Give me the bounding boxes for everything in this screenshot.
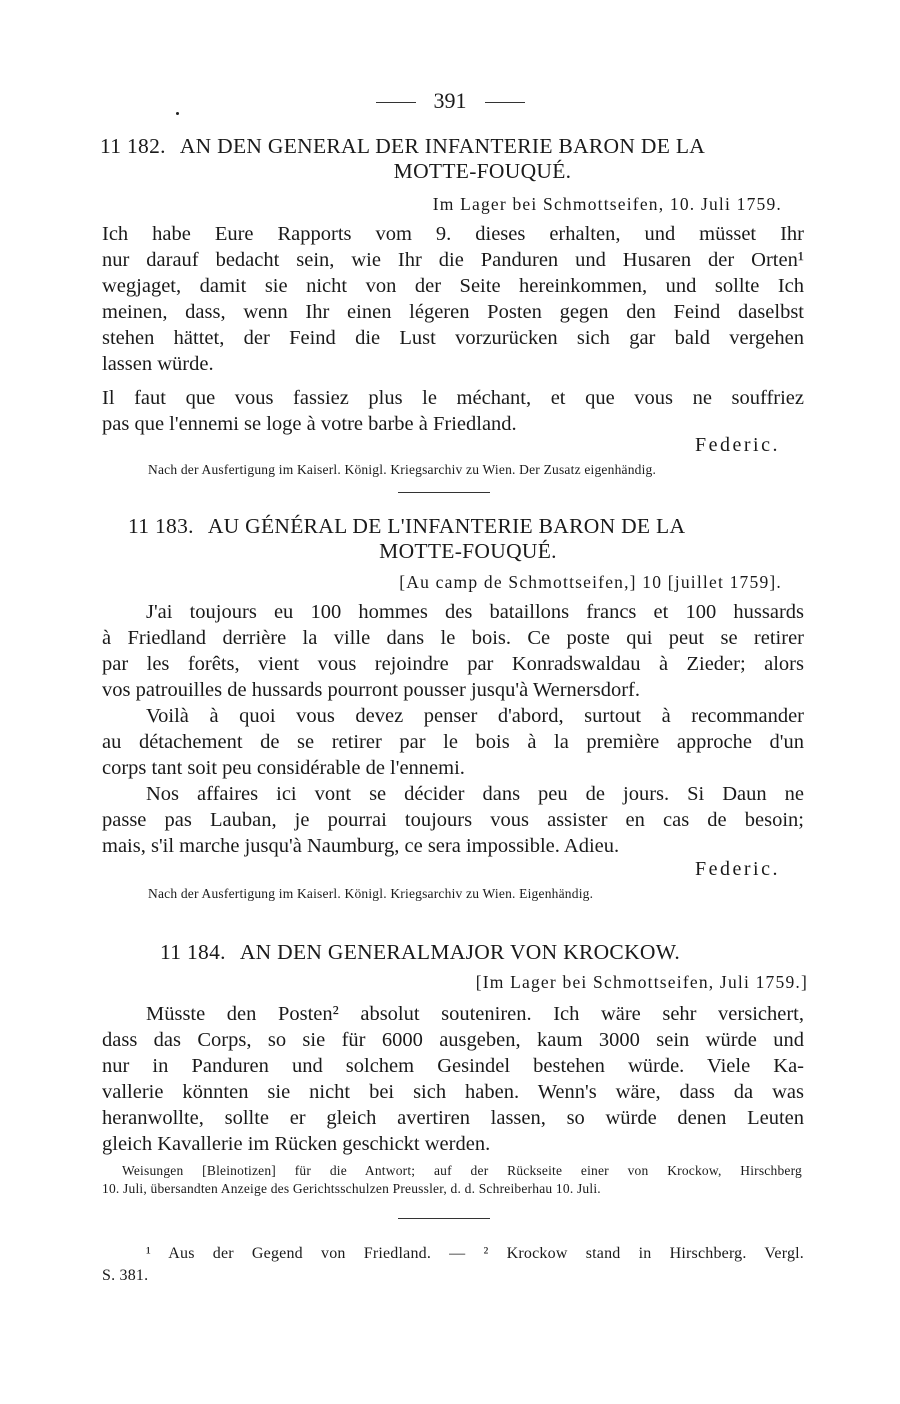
- letter-2-paragraph-2: [102, 703, 804, 781]
- letter-2-signature: Federic.: [695, 858, 780, 880]
- footnote-divider: [398, 1218, 490, 1219]
- page-number-dash-left: [376, 102, 416, 103]
- letter-2-paragraph-1: [102, 599, 804, 703]
- letter-1-signature: Federic.: [695, 434, 780, 456]
- page-number-dash-right: [485, 102, 525, 103]
- text-line: gleich Kavallerie im Rücken geschickt werden.: [102, 1133, 491, 1155]
- text-line: corps tant soit peu considérable de l'ennemi.: [102, 757, 465, 779]
- letter-3-source-note: [102, 1162, 802, 1198]
- text-line: dass das Corps, so sie für 6000 ausgeben, kaum 3000 sein würde und: [102, 1029, 804, 1051]
- letter-2-place: [Au camp de Schmottseifen,] 10 [juillet 1759].: [399, 572, 782, 592]
- note-line: Weisungen [Bleinotizen] für die Antwort; auf der Rückseite einer von Krockow, Hirschberg: [122, 1163, 802, 1178]
- stray-mark: [176, 112, 179, 115]
- text-line: par les forêts, vient vous rejoindre par Konradswaldau à Zieder; alors: [102, 653, 804, 675]
- page-number: 391: [0, 88, 900, 114]
- letter-1-heading-line1: AN DEN GENERAL DER INFANTERIE BARON DE LA: [179, 134, 706, 158]
- text-line: lassen würde.: [102, 353, 214, 375]
- footnotes: [102, 1243, 804, 1287]
- letter-3-heading-line1: AN DEN GENERALMAJOR VON KROCKOW.: [239, 940, 681, 964]
- text-line: heranwollte, sollte er gleich avertiren lassen, so würde denen Leuten: [102, 1107, 804, 1129]
- letter-1-paragraph-2: [102, 385, 804, 437]
- letter-2-heading-line1: AU GÉNÉRAL DE L'INFANTERIE BARON DE LA: [207, 514, 686, 538]
- text-line: wegjaget, damit sie nicht von der Seite hereinkommen, und sollte Ich: [102, 275, 804, 297]
- note-line: 10. Juli, übersandten Anzeige des Gerichtsschulzen Preussler, d. d. Schreiberhau 10. Juli.: [102, 1181, 601, 1196]
- letter-3-place: [Im Lager bei Schmottseifen, Juli 1759.]: [475, 972, 808, 992]
- letter-2-number: 11 183.: [128, 514, 194, 538]
- letter-3-paragraph-1: [102, 1001, 804, 1157]
- letter-1-place: Im Lager bei Schmottseifen, 10. Juli 1759.: [432, 194, 782, 214]
- text-line: à Friedland derrière la ville dans le bois. Ce poste qui peut se retirer: [102, 627, 804, 649]
- text-line: passe pas Lauban, je pourrai toujours vous assister en cas de besoin;: [102, 809, 804, 831]
- text-line: stehen hättet, der Feind die Lust vorzurücken sich gar bald vergehen: [102, 327, 804, 349]
- letter-3-heading: [160, 940, 800, 965]
- text-line: pas que l'ennemi se loge à votre barbe à Friedland.: [102, 413, 517, 435]
- text-line: nur darauf bedacht sein, wie Ihr die Panduren und Husaren der Orten¹: [102, 249, 804, 271]
- text-line: mais, s'il marche jusqu'à Naumburg, ce sera impossible. Adieu.: [102, 835, 620, 857]
- letter-3-number: 11 184.: [160, 940, 226, 964]
- letter-1-heading-line2: MOTTE-FOUQUÉ.: [393, 159, 572, 183]
- text-line: Voilà à quoi vous devez penser d'abord, surtout à recommander: [146, 705, 804, 727]
- text-line: Müsste den Posten² absolut souteniren. Ich wäre sehr versichert,: [146, 1003, 804, 1025]
- text-line: Il faut que vous fassiez plus le méchant, et que vous ne souffriez: [102, 387, 804, 409]
- text-line: Ich habe Eure Rapports vom 9. dieses erhalten, und müsset Ihr: [102, 223, 804, 245]
- text-line: vos patrouilles de hussards pourront pousser jusqu'à Wernersdorf.: [102, 679, 640, 701]
- text-line: au détachement de se retirer par le bois à la première approche d'un: [102, 731, 804, 753]
- letter-2-paragraph-3: [102, 781, 804, 859]
- letter-1-paragraph-1: [102, 221, 804, 377]
- text-line: meinen, dass, wenn Ihr einen légeren Posten gegen den Feind daselbst: [102, 301, 804, 323]
- text-line: Nos affaires ici vont se décider dans peu de jours. Si Daun ne: [146, 783, 804, 805]
- letter-1-number: 11 182.: [100, 134, 166, 158]
- text-line: nur in Panduren und solchem Gesindel bestehen würde. Viele Ka-: [102, 1055, 804, 1077]
- section-divider: [398, 492, 490, 493]
- letter-2-source-note: Nach der Ausfertigung im Kaiserl. Königl. Kriegsarchiv zu Wien. Eigenhändig.: [148, 886, 594, 901]
- letter-1-heading: [100, 134, 805, 184]
- footnote-line: ¹ Aus der Gegend von Friedland. — ² Krockow stand in Hirschberg. Vergl.: [146, 1245, 804, 1262]
- letter-1-source-note: Nach der Ausfertigung im Kaiserl. Königl. Kriegsarchiv zu Wien. Der Zusatz eigenhändig.: [148, 462, 657, 477]
- footnote-line: S. 381.: [102, 1267, 149, 1284]
- text-line: vallerie könnten sie nicht bei sich haben. Wenn's wäre, dass da was: [102, 1081, 804, 1103]
- letter-2-heading: [128, 514, 788, 564]
- text-line: J'ai toujours eu 100 hommes des bataillons francs et 100 hussards: [146, 601, 804, 623]
- letter-2-heading-line2: MOTTE-FOUQUÉ.: [379, 539, 557, 563]
